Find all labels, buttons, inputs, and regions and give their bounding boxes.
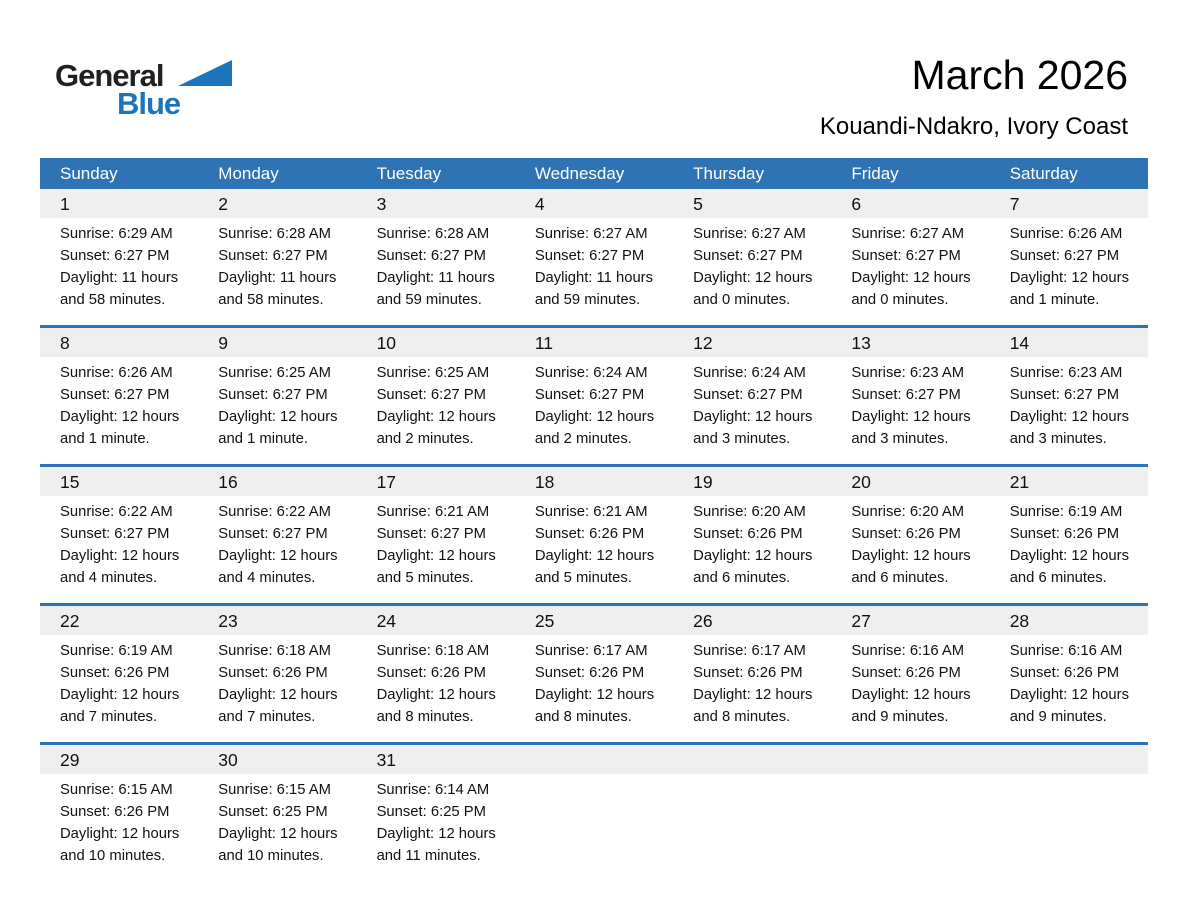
day-cell-22 xyxy=(40,606,198,742)
week-row xyxy=(40,189,1148,325)
day-details xyxy=(40,357,198,464)
sunset-text: Sunset: 6:27 PM xyxy=(376,387,486,403)
day-details xyxy=(673,496,831,603)
day-cell-9 xyxy=(198,328,356,464)
day-cell-11 xyxy=(515,328,673,464)
day-number: 24 xyxy=(357,606,515,635)
day-number xyxy=(515,745,673,774)
day-number: 27 xyxy=(831,606,989,635)
sunrise-text: Sunrise: 6:27 AM xyxy=(851,226,965,242)
sunrise-text: Sunrise: 6:20 AM xyxy=(851,504,965,520)
day-details xyxy=(831,357,989,464)
sunrise-text: Sunrise: 6:27 AM xyxy=(693,226,806,242)
day-details xyxy=(515,218,673,325)
day-number: 15 xyxy=(40,467,198,496)
sunset-text: Sunset: 6:27 PM xyxy=(218,387,328,403)
day-number: 20 xyxy=(831,467,989,496)
day-details xyxy=(357,635,515,742)
day-cell-15 xyxy=(40,467,198,603)
daylight-text: Daylight: 12 hours and 8 minutes. xyxy=(534,687,655,725)
sunset-text: Sunset: 6:26 PM xyxy=(851,526,961,542)
sunrise-text: Sunrise: 6:14 AM xyxy=(376,782,490,798)
day-number: 10 xyxy=(357,328,515,357)
sunrise-text: Sunrise: 6:28 AM xyxy=(376,226,490,242)
daylight-text: Daylight: 12 hours and 5 minutes. xyxy=(534,548,655,586)
sunset-text: Sunset: 6:27 PM xyxy=(60,248,170,264)
day-number xyxy=(831,745,989,774)
daylight-text: Daylight: 12 hours and 5 minutes. xyxy=(376,548,496,586)
day-cell-20 xyxy=(831,467,989,603)
day-details xyxy=(673,635,831,742)
daylight-text: Daylight: 12 hours and 3 minutes. xyxy=(693,409,813,447)
week-row xyxy=(40,464,1148,603)
day-number: 12 xyxy=(673,328,831,357)
day-cell-29 xyxy=(40,745,198,881)
day-cell-8 xyxy=(40,328,198,464)
daylight-text: Daylight: 12 hours and 9 minutes. xyxy=(851,687,971,725)
day-details xyxy=(990,496,1148,603)
day-details xyxy=(515,635,673,742)
sunset-text: Sunset: 6:25 PM xyxy=(218,804,328,820)
day-details xyxy=(357,774,515,881)
daylight-text: Daylight: 12 hours and 8 minutes. xyxy=(693,687,813,725)
day-cell-28 xyxy=(990,606,1148,742)
sunset-text: Sunset: 6:27 PM xyxy=(851,248,961,264)
sunset-text: Sunset: 6:26 PM xyxy=(1009,526,1120,542)
daylight-text: Daylight: 12 hours and 9 minutes. xyxy=(1009,687,1129,725)
day-number: 31 xyxy=(357,745,515,774)
day-details xyxy=(831,496,989,603)
daylight-text: Daylight: 11 hours and 59 minutes. xyxy=(534,270,654,308)
weekday-header-friday: Friday xyxy=(851,164,899,183)
sunset-text: Sunset: 6:27 PM xyxy=(218,248,328,264)
day-details xyxy=(831,218,989,325)
logo-text-general: General xyxy=(55,58,164,93)
day-cell-12 xyxy=(673,328,831,464)
day-cell-10 xyxy=(357,328,515,464)
sunrise-text: Sunrise: 6:16 AM xyxy=(851,643,965,659)
weekday-header-thursday: Thursday xyxy=(693,164,765,183)
sunset-text: Sunset: 6:25 PM xyxy=(376,804,486,820)
day-number xyxy=(990,745,1148,774)
sunset-text: Sunset: 6:27 PM xyxy=(693,387,803,403)
sunrise-text: Sunrise: 6:21 AM xyxy=(534,504,648,520)
sunset-text: Sunset: 6:26 PM xyxy=(693,526,803,542)
daylight-text: Daylight: 12 hours and 0 minutes. xyxy=(851,270,971,308)
day-number: 25 xyxy=(515,606,673,635)
daylight-text: Daylight: 12 hours and 6 minutes. xyxy=(1009,548,1129,586)
day-number: 26 xyxy=(673,606,831,635)
daylight-text: Daylight: 12 hours and 7 minutes. xyxy=(60,687,180,725)
calendar-weeks xyxy=(40,189,1148,881)
day-cell-18 xyxy=(515,467,673,603)
sunrise-text: Sunrise: 6:21 AM xyxy=(376,504,490,520)
daylight-text: Daylight: 11 hours and 58 minutes. xyxy=(60,270,179,308)
sunrise-text: Sunrise: 6:28 AM xyxy=(218,226,331,242)
sunset-text: Sunset: 6:26 PM xyxy=(851,665,961,681)
day-cell-6 xyxy=(831,189,989,325)
sunset-text: Sunset: 6:26 PM xyxy=(60,665,170,681)
day-number xyxy=(673,745,831,774)
sunrise-text: Sunrise: 6:23 AM xyxy=(1009,365,1123,381)
sunrise-text: Sunrise: 6:17 AM xyxy=(534,643,648,659)
day-details xyxy=(198,774,356,881)
sunset-text: Sunset: 6:27 PM xyxy=(534,387,645,403)
sunrise-text: Sunrise: 6:15 AM xyxy=(218,782,331,798)
day-cell-31 xyxy=(357,745,515,881)
sunrise-text: Sunrise: 6:29 AM xyxy=(60,226,173,242)
day-cell-empty xyxy=(831,745,989,881)
day-number: 2 xyxy=(198,189,356,218)
day-cell-1 xyxy=(40,189,198,325)
day-details xyxy=(198,496,356,603)
sunrise-text: Sunrise: 6:27 AM xyxy=(534,226,648,242)
day-number: 11 xyxy=(515,328,673,357)
month-title: March 2026 xyxy=(911,52,1128,98)
day-cell-30 xyxy=(198,745,356,881)
day-details xyxy=(198,635,356,742)
sunrise-text: Sunrise: 6:16 AM xyxy=(1009,643,1123,659)
day-cell-4 xyxy=(515,189,673,325)
daylight-text: Daylight: 12 hours and 1 minute. xyxy=(218,409,338,447)
day-cell-23 xyxy=(198,606,356,742)
sunset-text: Sunset: 6:26 PM xyxy=(218,665,328,681)
logo-triangle-icon xyxy=(178,60,232,86)
day-cell-5 xyxy=(673,189,831,325)
daylight-text: Daylight: 12 hours and 10 minutes. xyxy=(60,826,180,864)
sunrise-text: Sunrise: 6:22 AM xyxy=(60,504,173,520)
day-cell-19 xyxy=(673,467,831,603)
sunrise-text: Sunrise: 6:18 AM xyxy=(376,643,490,659)
weekday-header-row xyxy=(40,158,1148,189)
day-number: 18 xyxy=(515,467,673,496)
day-number: 21 xyxy=(990,467,1148,496)
day-number: 4 xyxy=(515,189,673,218)
sunset-text: Sunset: 6:26 PM xyxy=(376,665,486,681)
daylight-text: Daylight: 12 hours and 8 minutes. xyxy=(376,687,496,725)
sunrise-text: Sunrise: 6:25 AM xyxy=(218,365,331,381)
weekday-header-wednesday: Wednesday xyxy=(534,164,625,183)
day-cell-14 xyxy=(990,328,1148,464)
header-titles xyxy=(820,52,1128,141)
sunrise-text: Sunrise: 6:25 AM xyxy=(376,365,490,381)
day-cell-27 xyxy=(831,606,989,742)
day-details xyxy=(40,635,198,742)
sunset-text: Sunset: 6:27 PM xyxy=(60,526,170,542)
sunset-text: Sunset: 6:27 PM xyxy=(376,248,486,264)
day-cell-empty xyxy=(990,745,1148,881)
day-details xyxy=(357,496,515,603)
week-row xyxy=(40,603,1148,742)
daylight-text: Daylight: 12 hours and 3 minutes. xyxy=(851,409,971,447)
sunset-text: Sunset: 6:26 PM xyxy=(534,665,645,681)
day-cell-24 xyxy=(357,606,515,742)
day-cell-2 xyxy=(198,189,356,325)
day-cell-empty xyxy=(673,745,831,881)
weekday-header-saturday: Saturday xyxy=(1009,164,1078,183)
daylight-text: Daylight: 12 hours and 0 minutes. xyxy=(693,270,813,308)
sunset-text: Sunset: 6:26 PM xyxy=(60,804,170,820)
day-number: 8 xyxy=(40,328,198,357)
day-number: 14 xyxy=(990,328,1148,357)
day-details xyxy=(357,357,515,464)
sunrise-text: Sunrise: 6:19 AM xyxy=(60,643,173,659)
sunrise-text: Sunrise: 6:22 AM xyxy=(218,504,331,520)
daylight-text: Daylight: 12 hours and 1 minute. xyxy=(60,409,180,447)
daylight-text: Daylight: 12 hours and 10 minutes. xyxy=(218,826,338,864)
day-cell-21 xyxy=(990,467,1148,603)
weekday-header-sunday: Sunday xyxy=(60,164,118,183)
sunrise-text: Sunrise: 6:20 AM xyxy=(693,504,806,520)
daylight-text: Daylight: 12 hours and 7 minutes. xyxy=(218,687,338,725)
day-details xyxy=(990,357,1148,464)
sunset-text: Sunset: 6:27 PM xyxy=(693,248,803,264)
day-details xyxy=(40,496,198,603)
sunrise-text: Sunrise: 6:24 AM xyxy=(534,365,648,381)
day-cell-empty xyxy=(515,745,673,881)
week-row xyxy=(40,742,1148,881)
sunrise-text: Sunrise: 6:17 AM xyxy=(693,643,806,659)
daylight-text: Daylight: 12 hours and 6 minutes. xyxy=(851,548,971,586)
day-number: 17 xyxy=(357,467,515,496)
weekday-header-tuesday: Tuesday xyxy=(376,164,442,183)
day-details xyxy=(673,357,831,464)
day-number: 23 xyxy=(198,606,356,635)
day-number: 6 xyxy=(831,189,989,218)
day-number: 19 xyxy=(673,467,831,496)
day-number: 29 xyxy=(40,745,198,774)
sunset-text: Sunset: 6:26 PM xyxy=(534,526,645,542)
day-number: 13 xyxy=(831,328,989,357)
sunrise-text: Sunrise: 6:24 AM xyxy=(693,365,806,381)
day-details xyxy=(40,218,198,325)
sunset-text: Sunset: 6:27 PM xyxy=(534,248,645,264)
sunrise-text: Sunrise: 6:18 AM xyxy=(218,643,331,659)
daylight-text: Daylight: 11 hours and 59 minutes. xyxy=(376,270,495,308)
logo-text-blue: Blue xyxy=(117,86,181,121)
day-details xyxy=(515,357,673,464)
daylight-text: Daylight: 11 hours and 58 minutes. xyxy=(218,270,337,308)
sunrise-text: Sunrise: 6:15 AM xyxy=(60,782,173,798)
daylight-text: Daylight: 12 hours and 2 minutes. xyxy=(376,409,496,447)
daylight-text: Daylight: 12 hours and 2 minutes. xyxy=(534,409,655,447)
calendar-grid xyxy=(40,158,1148,881)
day-number: 9 xyxy=(198,328,356,357)
day-cell-7 xyxy=(990,189,1148,325)
daylight-text: Daylight: 12 hours and 11 minutes. xyxy=(376,826,496,864)
day-details xyxy=(198,218,356,325)
day-details xyxy=(198,357,356,464)
day-details xyxy=(990,218,1148,325)
day-details xyxy=(357,218,515,325)
general-blue-logo xyxy=(55,56,275,126)
day-cell-17 xyxy=(357,467,515,603)
day-cell-25 xyxy=(515,606,673,742)
sunset-text: Sunset: 6:27 PM xyxy=(851,387,961,403)
sunrise-text: Sunrise: 6:26 AM xyxy=(1009,226,1123,242)
sunset-text: Sunset: 6:27 PM xyxy=(1009,387,1120,403)
day-details xyxy=(831,635,989,742)
weekday-header-monday: Monday xyxy=(218,164,279,183)
daylight-text: Daylight: 12 hours and 4 minutes. xyxy=(60,548,180,586)
location-subtitle: Kouandi-Ndakro, Ivory Coast xyxy=(819,113,1128,141)
day-number: 28 xyxy=(990,606,1148,635)
sunset-text: Sunset: 6:27 PM xyxy=(1009,248,1120,264)
sunset-text: Sunset: 6:27 PM xyxy=(60,387,170,403)
week-row xyxy=(40,325,1148,464)
day-number: 3 xyxy=(357,189,515,218)
day-number: 16 xyxy=(198,467,356,496)
sunset-text: Sunset: 6:27 PM xyxy=(218,526,328,542)
sunset-text: Sunset: 6:26 PM xyxy=(1009,665,1120,681)
day-cell-3 xyxy=(357,189,515,325)
sunset-text: Sunset: 6:27 PM xyxy=(376,526,486,542)
day-number: 22 xyxy=(40,606,198,635)
day-number: 5 xyxy=(673,189,831,218)
day-number: 30 xyxy=(198,745,356,774)
day-cell-26 xyxy=(673,606,831,742)
sunrise-text: Sunrise: 6:26 AM xyxy=(60,365,173,381)
day-number: 1 xyxy=(40,189,198,218)
sunrise-text: Sunrise: 6:19 AM xyxy=(1009,504,1123,520)
day-details xyxy=(40,774,198,881)
day-number: 7 xyxy=(990,189,1148,218)
sunrise-text: Sunrise: 6:23 AM xyxy=(851,365,965,381)
daylight-text: Daylight: 12 hours and 3 minutes. xyxy=(1009,409,1129,447)
daylight-text: Daylight: 12 hours and 4 minutes. xyxy=(218,548,338,586)
day-details xyxy=(673,218,831,325)
daylight-text: Daylight: 12 hours and 1 minute. xyxy=(1009,270,1129,308)
sunset-text: Sunset: 6:26 PM xyxy=(693,665,803,681)
day-details xyxy=(990,635,1148,742)
day-cell-13 xyxy=(831,328,989,464)
day-details xyxy=(515,496,673,603)
day-cell-16 xyxy=(198,467,356,603)
daylight-text: Daylight: 12 hours and 6 minutes. xyxy=(693,548,813,586)
